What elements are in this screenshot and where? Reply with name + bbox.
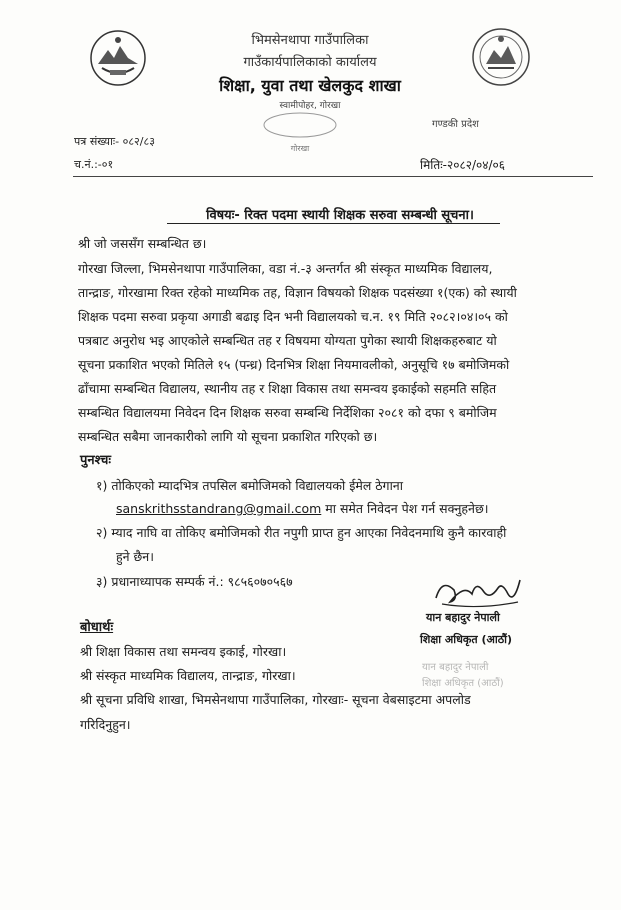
- municipality-name: भिमसेनथापा गाउँपालिका: [251, 33, 369, 48]
- postscript-item-2-cont: हुने छैन।: [116, 549, 154, 564]
- school-email-link[interactable]: sanskrithsstandrang@gmail.com: [116, 501, 322, 516]
- body-line: पत्रबाट अनुरोध भइ आएकोले सम्बन्धित तह र विषयमा योग्यता पुगेका स्थायी शिक्षकहरुबाट यो: [78, 333, 497, 348]
- copy-recipient-cont: गरिदिनुहुन।: [80, 717, 131, 732]
- faded-signatory-role: शिक्षा अधिकृत (आठौं): [422, 678, 504, 689]
- postscript-title: पुनश्चः: [80, 453, 112, 468]
- faded-signatory-stamp: [422, 660, 552, 700]
- body-line: सूचना प्रकाशित भएको मितिले १५ (पन्ध्र) दिनभित्र शिक्षा नियमावलीको, अनुसूचि १७ बमोजिमको: [78, 357, 510, 372]
- body-line: सम्बन्धित विद्यालयमा निवेदन दिन शिक्षक सरुवा सम्बन्धि निर्देशिका २०८१ को दफा ९ बमोजिम: [78, 405, 497, 420]
- signatory-role: शिक्षा अधिकृत (आठौं): [420, 633, 512, 646]
- copy-recipient: श्री सूचना प्रविधि शाखा, भिमसेनथापा गाउँपालिका, गोरखाः- सूचना वेबसाइटमा अपलोड: [80, 692, 471, 707]
- office-address: स्वामीपोहर, गोरखा: [279, 101, 341, 111]
- office-stamp: [250, 110, 350, 154]
- header-divider: [73, 176, 593, 177]
- office-name: गाउँकार्यपालिकाको कार्यालय: [243, 55, 377, 70]
- subject-underline: [167, 223, 500, 224]
- body-line: तान्द्राङ, गोरखामा रिक्त रहेको माध्यमिक तह, विज्ञान विषयको शिक्षक पदसंख्या १(एक) को स्थायी: [78, 285, 517, 300]
- body-line: शिक्षक पदमा सरुवा प्रकृया अगाडी बढाइ दिन भनी विद्यालयको च.न. १९ मिति २०८२।०४।०५ को: [78, 309, 508, 324]
- stamp-mark-icon: [250, 110, 350, 140]
- copies-title: बोधार्थः: [80, 620, 114, 635]
- postscript-item-2: २) म्याद नाघि वा तोकिए बमोजिमको रीत नपुगी प्राप्त हुन आएका निवेदनमाथि कुनै कारवाही: [96, 525, 507, 540]
- government-emblem-icon: [88, 28, 148, 88]
- copy-recipient: श्री संस्कृत माध्यमिक विद्यालय, तान्द्राङ, गोरखा।: [80, 668, 296, 683]
- salutation: श्री जो जससँग सम्बन्धित छ।: [78, 236, 207, 251]
- body-line: ढाँचामा सम्बन्धित विद्यालय, स्थानीय तह र शिक्षा विकास तथा समन्वय इकाईको सहमति सहित: [78, 381, 497, 396]
- faded-signatory-name: यान बहादुर नेपाली: [422, 662, 489, 673]
- section-name: शिक्षा, युवा तथा खेलकुद शाखा: [219, 76, 401, 95]
- signatory-name: यान बहादुर नेपाली: [426, 611, 500, 624]
- signature-icon: [428, 570, 528, 612]
- copy-recipient: श्री शिक्षा विकास तथा समन्वय इकाई, गोरखा।: [80, 644, 287, 659]
- postscript-item-3: ३) प्रधानाध्यापक सम्पर्क नं.: ९८५६०७०५६७: [96, 574, 293, 589]
- postscript-item-1: १) तोकिएको म्यादभित्र तपसिल बमोजिमको विद्यालयको ईमेल ठेगाना: [96, 478, 403, 493]
- letter-date: मितिः-२०८२/०४/०६: [420, 158, 505, 172]
- postscript-item-1-cont: [116, 500, 616, 517]
- subject: विषयः- रिक्त पदमा स्थायी शिक्षक सरुवा सम्बन्धी सूचना।: [206, 208, 474, 223]
- postscript-item-1-rest: मा समेत निवेदन पेश गर्न सक्नुहनेछ।: [321, 501, 489, 516]
- stamp-text: गोरखा: [290, 144, 310, 153]
- province-emblem-icon: [470, 26, 532, 88]
- province-name: गण्डकी प्रदेश: [432, 119, 479, 130]
- letter-number: पत्र संख्याः- ०८२/८३: [74, 135, 155, 148]
- body-line: सम्बन्धित सबैमा जानकारीको लागि यो सूचना प्रकाशित गरिएको छ।: [78, 429, 378, 444]
- dispatch-number: च.नं.:-०१: [74, 158, 114, 171]
- body-line: गोरखा जिल्ला, भिमसेनथापा गाउँपालिका, वडा नं.-३ अन्तर्गत श्री संस्कृत माध्यमिक विद्यालय,: [78, 261, 493, 276]
